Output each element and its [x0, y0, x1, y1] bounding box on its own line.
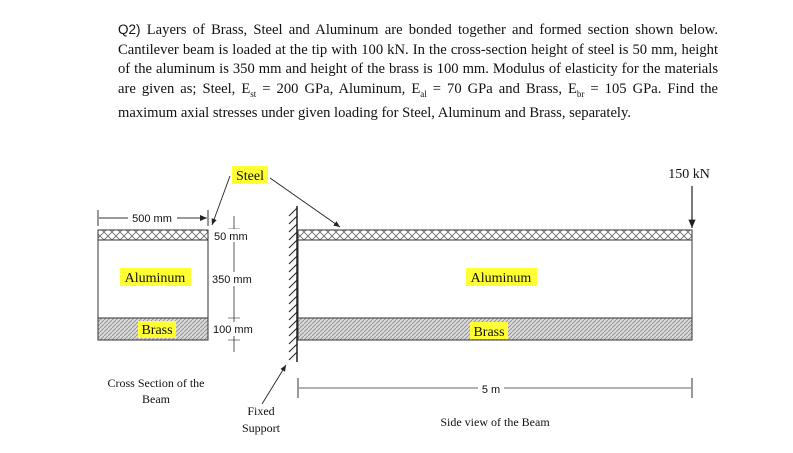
side-caption: Side view of the Beam [440, 415, 550, 429]
cross-brass-label: Brass [141, 323, 173, 338]
question-line-4-sub-al: al [420, 88, 427, 99]
side-aluminum-label: Aluminum [470, 271, 532, 286]
support-hatch-line [289, 264, 297, 272]
question-line-4c: = 70 GPa [426, 80, 493, 97]
support-hatch-line [289, 240, 297, 248]
question-line-4b: = 200 GPa, Aluminum, E [256, 80, 421, 97]
question-number: Q2) [118, 22, 141, 37]
question-line-1: Layers of Brass, Steel and Aluminum are bonded together and formed section shown [146, 22, 674, 38]
support-hatch-line [289, 256, 297, 264]
brass-dim-label: 100 mm [213, 324, 253, 336]
support-hatch-line [289, 336, 297, 344]
support-hatch-line [289, 320, 297, 328]
steel-dim-label: 50 mm [214, 231, 248, 243]
support-hatch-line [289, 232, 297, 240]
cross-steel-layer [98, 230, 208, 240]
support-hatch-line [289, 248, 297, 256]
question-line-5a: and Brass, E [498, 80, 577, 97]
question-line-2: below. Cantilever beam is loaded at the tip with 100 kN. In the cross-section height of steel [118, 22, 718, 58]
question-line-6: Aluminum and Brass, separately. [437, 105, 631, 122]
cross-section [98, 210, 261, 406]
aluminum-dim-label: 350 mm [212, 274, 252, 286]
support-label-line-1: Fixed [247, 404, 275, 418]
support-label-line-2: Support [241, 421, 281, 435]
length-dim-label: 5 m [481, 384, 501, 396]
support-hatch-line [289, 216, 297, 224]
support-hatch-line [289, 304, 297, 312]
support-hatch-line [289, 344, 297, 352]
question-line-5-sub-br: br [576, 88, 585, 99]
cross-caption-line-2: Beam [142, 392, 170, 406]
support-hatch-line [289, 280, 297, 288]
load-label: 150 kN [668, 167, 710, 182]
support-hatch-line [289, 296, 297, 304]
cross-caption-line-1: Cross Section of the [107, 376, 205, 390]
question-line-4a: of elasticity for the materials are given as; Steel, E [118, 61, 718, 97]
cross-aluminum-label: Aluminum [124, 271, 186, 286]
support-hatching [289, 208, 297, 360]
support-hatch-line [289, 224, 297, 232]
support-hatch-line [289, 208, 297, 216]
steel-callout [212, 166, 340, 227]
question-line-3: is 50 mm, height of the aluminum is 350 mm and height of the brass is 100 mm. Modulus [118, 41, 718, 78]
support-hatch-line [289, 312, 297, 320]
support-hatch-line [289, 352, 297, 360]
steel-leader-right [270, 178, 340, 227]
support-hatch-line [289, 288, 297, 296]
steel-leader-left [212, 176, 230, 225]
side-view [298, 167, 710, 429]
support-hatch-line [289, 328, 297, 336]
support-leader [262, 365, 286, 404]
side-brass-label: Brass [473, 325, 505, 340]
support-hatch-line [289, 272, 297, 280]
question-line-5b: = 105 GPa. Find the maximum axial stresses under given loading for Steel, [118, 80, 718, 122]
side-steel-layer [298, 230, 692, 240]
width-dim-label: 500 mm [132, 213, 172, 225]
question-line-4-sub-st: st [250, 88, 257, 99]
steel-label: Steel [236, 169, 264, 184]
